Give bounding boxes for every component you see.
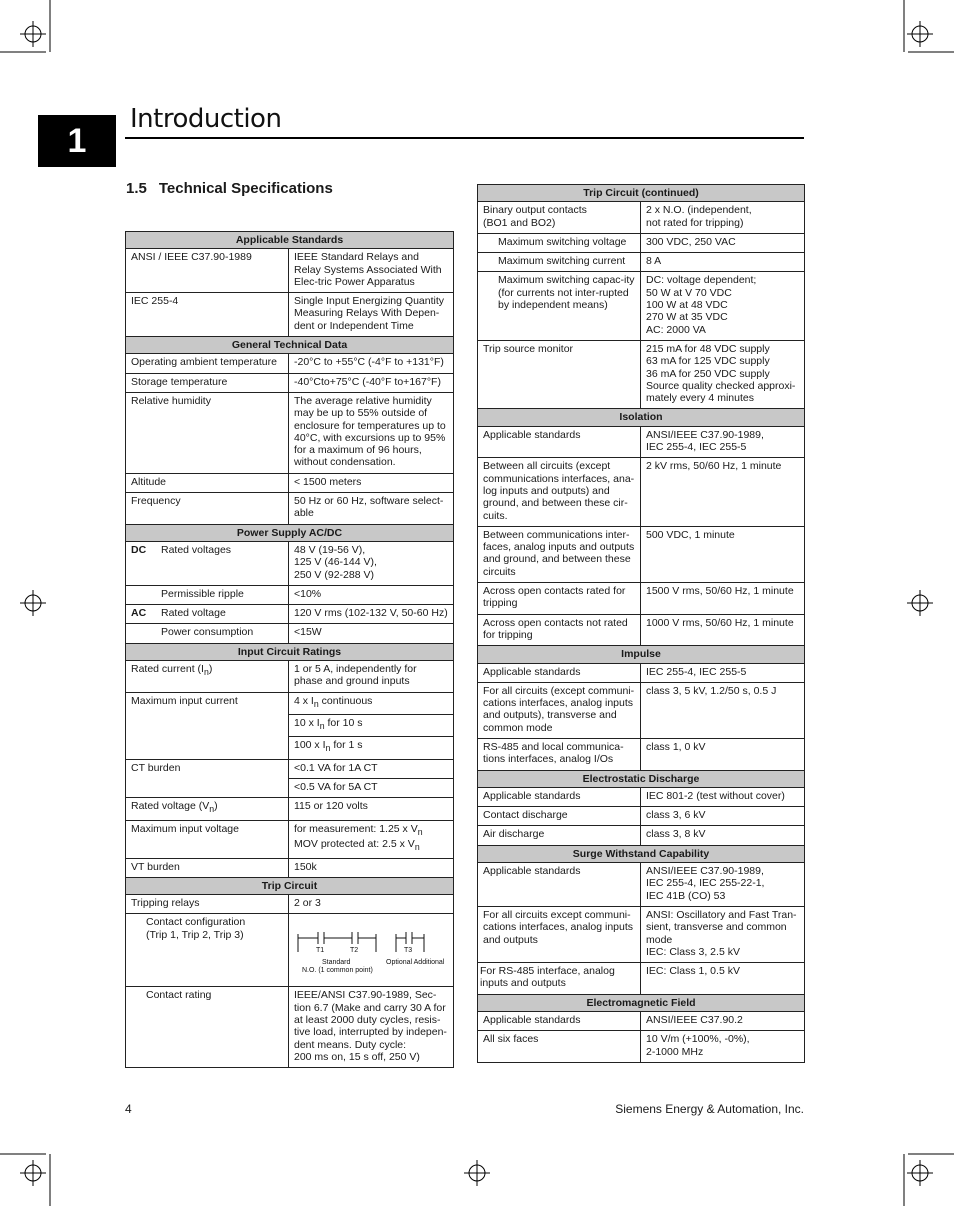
table-row [126,473,454,492]
spec-value: 8 A [641,253,805,272]
spec-label: Rated current $(I_n)$ [126,661,289,693]
spec-value: <10% [289,585,454,604]
spec-label: Maximum switching voltage [478,233,641,252]
fig-label-t1: T1 [316,947,325,955]
spec-value: -40°Cto+75°C (-40°F to+167°F) [289,373,454,392]
registration-mark-bottom-right [907,1160,933,1186]
table-row [126,820,454,858]
spec-value: 2 kV rms, 50/60 Hz, 1 minute [641,458,805,526]
section-number: 1.5 [126,180,147,197]
spec-value: <0.5 VA for 5A CT [289,779,454,798]
applicable-standards-header: Applicable Standards [126,232,454,249]
spec-value: class 1, 0 kV [641,738,805,770]
table-row [478,906,805,962]
table-row [126,392,454,473]
general-technical-header: General Technical Data [126,337,454,354]
spec-value: 2 or 3 [289,895,454,914]
table-row [126,914,454,987]
table-row [478,663,805,682]
spec-value: IEC 255-4, IEC 255-5 [641,663,805,682]
table-row [478,614,805,646]
spec-label: Maximum switching current [478,253,641,272]
emf-header: Electromagnetic Field [478,994,805,1011]
ripple-label: Permissible ripple [161,587,244,600]
spec-value: The average relative humidity may be up to 55% outside of enclosure for temperatures up to 40°C, with excursions up to 95% for a maximum of 96 hours, without condensation. [289,392,454,473]
table-row [478,253,805,272]
table-row [478,526,805,582]
spec-value: ANSI/IEEE C37.90-1989, IEC 255-4, IEC 255-5 [641,426,805,458]
spec-label: Tripping relays [126,895,289,914]
registration-mark-top-right [907,21,933,47]
table-row [478,272,805,340]
spec-value: IEC: Class 1, 0.5 kV [641,963,805,995]
spec-label: Contact configuration (Trip 1, Trip 2, Trip 3) [126,914,289,987]
table-row [478,738,805,770]
spec-label [126,605,289,624]
table-row [478,826,805,845]
spec-value: 215 mA for 48 VDC supply 63 mA for 125 VDC supply 36 mA for 250 VDC supply Source quality checked approxi-mately every 4 minutes [641,340,805,408]
table-row [478,863,805,907]
power-supply-header: Power Supply AC/DC [126,524,454,541]
spec-label: Maximum input current [126,692,289,759]
spec-value: 4 x $I_n$ continuous [289,692,454,714]
spec-value: class 3, 5 kV, 1.2/50 s, 0.5 J [641,682,805,738]
ac-tag: AC [131,607,147,620]
spec-value: DC: voltage dependent; 50 W at V 70 VDC 100 W at 48 VDC 270 W at 35 VDC AC: 2000 VA [641,272,805,340]
table-row [126,293,454,337]
spec-label: For all circuits (except communi-cations interfaces, analog inputs and outputs), transverse and common mode [478,682,641,738]
spec-label: Binary output contacts (BO1 and BO2) [478,202,641,234]
table-row [478,458,805,526]
spec-label: Relative humidity [126,392,289,473]
table-row [126,798,454,820]
spec-label: For all circuits except communi-cations interfaces, analog inputs and outputs [478,906,641,962]
spec-label [126,541,289,585]
spec-value: 300 VDC, 250 VAC [641,233,805,252]
section-title: Technical Specifications [158,180,333,197]
ac-rated-label: Rated voltage [161,607,226,620]
spec-value: -20°C to +55°C (-4°F to +131°F) [289,354,454,373]
registration-mark-mid-right [907,590,933,616]
spec-label: IEC 255-4 [126,293,289,337]
table-row [478,202,805,234]
spec-value: <15W [289,624,454,643]
spec-label: All six faces [478,1031,641,1063]
section-heading [126,180,333,197]
spec-value: IEEE Standard Relays and Relay Systems Associated With Elec-tric Power Apparatus [289,249,454,293]
spec-value: for measurement: 1.25 x $V_n$ MOV protected at: 2.5 x $V_n$ [289,820,454,858]
spec-label: ANSI / IEEE C37.90-1989 [126,249,289,293]
spec-label: VT burden [126,858,289,877]
table-row [126,759,454,778]
spec-label: RS-485 and local communica-tions interfaces, analog I/Os [478,738,641,770]
chapter-number-tab: 1 [38,115,116,167]
fig-label-t3: T3 [404,947,413,955]
table-row [126,895,454,914]
isolation-header: Isolation [478,409,805,426]
fig-label-t2: T2 [350,947,359,955]
spec-value: Single Input Energizing Quantity Measuring Relays With Depen-dent or Independent Time [289,293,454,337]
trip-circuit-header: Trip Circuit [126,877,454,894]
table-row [126,692,454,714]
spec-label: For RS-485 interface, analog inputs and outputs [478,963,641,995]
table-row [478,1012,805,1031]
registration-mark-top-left [20,21,46,47]
spec-label: Applicable standards [478,663,641,682]
spec-value: class 3, 8 kV [641,826,805,845]
table-row [126,585,454,604]
spec-value: 120 V rms (102-132 V, 50-60 Hz) [289,605,454,624]
spec-label: Frequency [126,493,289,525]
spec-value: ANSI: Oscillatory and Fast Tran-sient, transverse and common mode IEC: Class 3, 2.5 kV [641,906,805,962]
spec-label: CT burden [126,759,289,798]
spec-value: 1000 V rms, 50/60 Hz, 1 minute [641,614,805,646]
spec-label: Across open contacts not rated for tripping [478,614,641,646]
spec-label: Applicable standards [478,1012,641,1031]
contact-configuration-diagram [294,924,450,976]
spec-label [126,585,289,604]
spec-value: class 3, 6 kV [641,807,805,826]
input-circuit-header: Input Circuit Ratings [126,643,454,660]
spec-value [289,914,454,987]
footer-company: Siemens Energy & Automation, Inc. [615,1102,804,1116]
spec-label: Trip source monitor [478,340,641,408]
spec-label: Between all circuits (except communications interfaces, ana-log inputs and outputs) and ground, and between these cir-cuits. [478,458,641,526]
spec-label: Applicable standards [478,863,641,907]
spec-label: Maximum switching capac-ity (for currents not inter-rupted by independent means) [478,272,641,340]
dc-rated-label: Rated voltages [161,543,232,556]
registration-mark-mid-left [20,590,46,616]
spec-label: Between communications inter-faces, analog inputs and outputs and ground, and between these circuits [478,526,641,582]
table-row [126,493,454,525]
consumption-label: Power consumption [161,626,254,639]
spec-label: Maximum input voltage [126,820,289,858]
spec-label: Applicable standards [478,426,641,458]
table-row [126,624,454,643]
esd-header: Electrostatic Discharge [478,770,805,787]
spec-value: 115 or 120 volts [289,798,454,820]
spec-label [126,624,289,643]
fig-label-standard: Standard [322,959,351,967]
spec-value: <0.1 VA for 1A CT [289,759,454,778]
table-row [478,1031,805,1063]
spec-value: IEEE/ANSI C37.90-1989, Sec-tion 6.7 (Make and carry 30 A for at least 2000 duty cycles, resis-tive load, interrupted by indepen-dent means. Duty cycle: 200 ms on, 15 s off, 250 V) [289,987,454,1068]
spec-value: ANSI/IEEE C37.90.2 [641,1012,805,1031]
trip-continued-header: Trip Circuit (continued) [478,185,805,202]
table-row [126,373,454,392]
fig-label-standard-sub: N.O. (1 common point) [302,967,373,975]
table-row [126,354,454,373]
table-row [126,661,454,693]
spec-value: 10 x $I_n$ for 10 s [289,715,454,737]
dc-tag: DC [131,543,147,556]
spec-value: 1500 V rms, 50/60 Hz, 1 minute [641,583,805,615]
table-row [126,541,454,585]
chapter-title: Introduction [130,104,282,134]
table-row [126,858,454,877]
spec-label: Contact rating [126,987,289,1068]
spec-value: 150k [289,858,454,877]
spec-label: Storage temperature [126,373,289,392]
table-row [126,987,454,1068]
spec-label: Altitude [126,473,289,492]
chapter-rule [125,137,804,139]
spec-label: Across open contacts rated for tripping [478,583,641,615]
spec-value: IEC 801-2 (test without cover) [641,787,805,806]
spec-label: Rated voltage $(V_n)$ [126,798,289,820]
spec-value: 50 Hz or 60 Hz, software select-able [289,493,454,525]
table-row [478,682,805,738]
spec-value: 500 VDC, 1 minute [641,526,805,582]
table-row [478,963,805,995]
table-row [126,605,454,624]
left-spec-table [125,231,454,1068]
right-spec-table [477,184,805,1063]
table-row [478,340,805,408]
spec-value: ANSI/IEEE C37.90-1989, IEC 255-4, IEC 255-22-1, IEC 41B (CO) 53 [641,863,805,907]
spec-label: Applicable standards [478,787,641,806]
table-row [478,787,805,806]
table-row [478,583,805,615]
table-row [126,249,454,293]
impulse-header: Impulse [478,646,805,663]
spec-label: Contact discharge [478,807,641,826]
spec-label: Operating ambient temperature [126,354,289,373]
spec-value: 2 x N.O. (independent, not rated for tripping) [641,202,805,234]
table-row [478,233,805,252]
spec-label: Air discharge [478,826,641,845]
spec-value: 100 x $I_n$ for 1 s [289,737,454,759]
spec-value: 1 or 5 A, independently for phase and ground inputs [289,661,454,693]
page-number: 4 [125,1102,132,1116]
registration-mark-bottom-center [464,1160,490,1186]
registration-mark-bottom-left [20,1160,46,1186]
table-row [478,807,805,826]
spec-value: 48 V (19-56 V), 125 V (46-144 V), 250 V (92-288 V) [289,541,454,585]
table-row [478,426,805,458]
spec-value: 10 V/m (+100%, -0%), 2-1000 MHz [641,1031,805,1063]
spec-value: < 1500 meters [289,473,454,492]
fig-label-optional: Optional Additional [386,959,445,967]
surge-header: Surge Withstand Capability [478,845,805,862]
